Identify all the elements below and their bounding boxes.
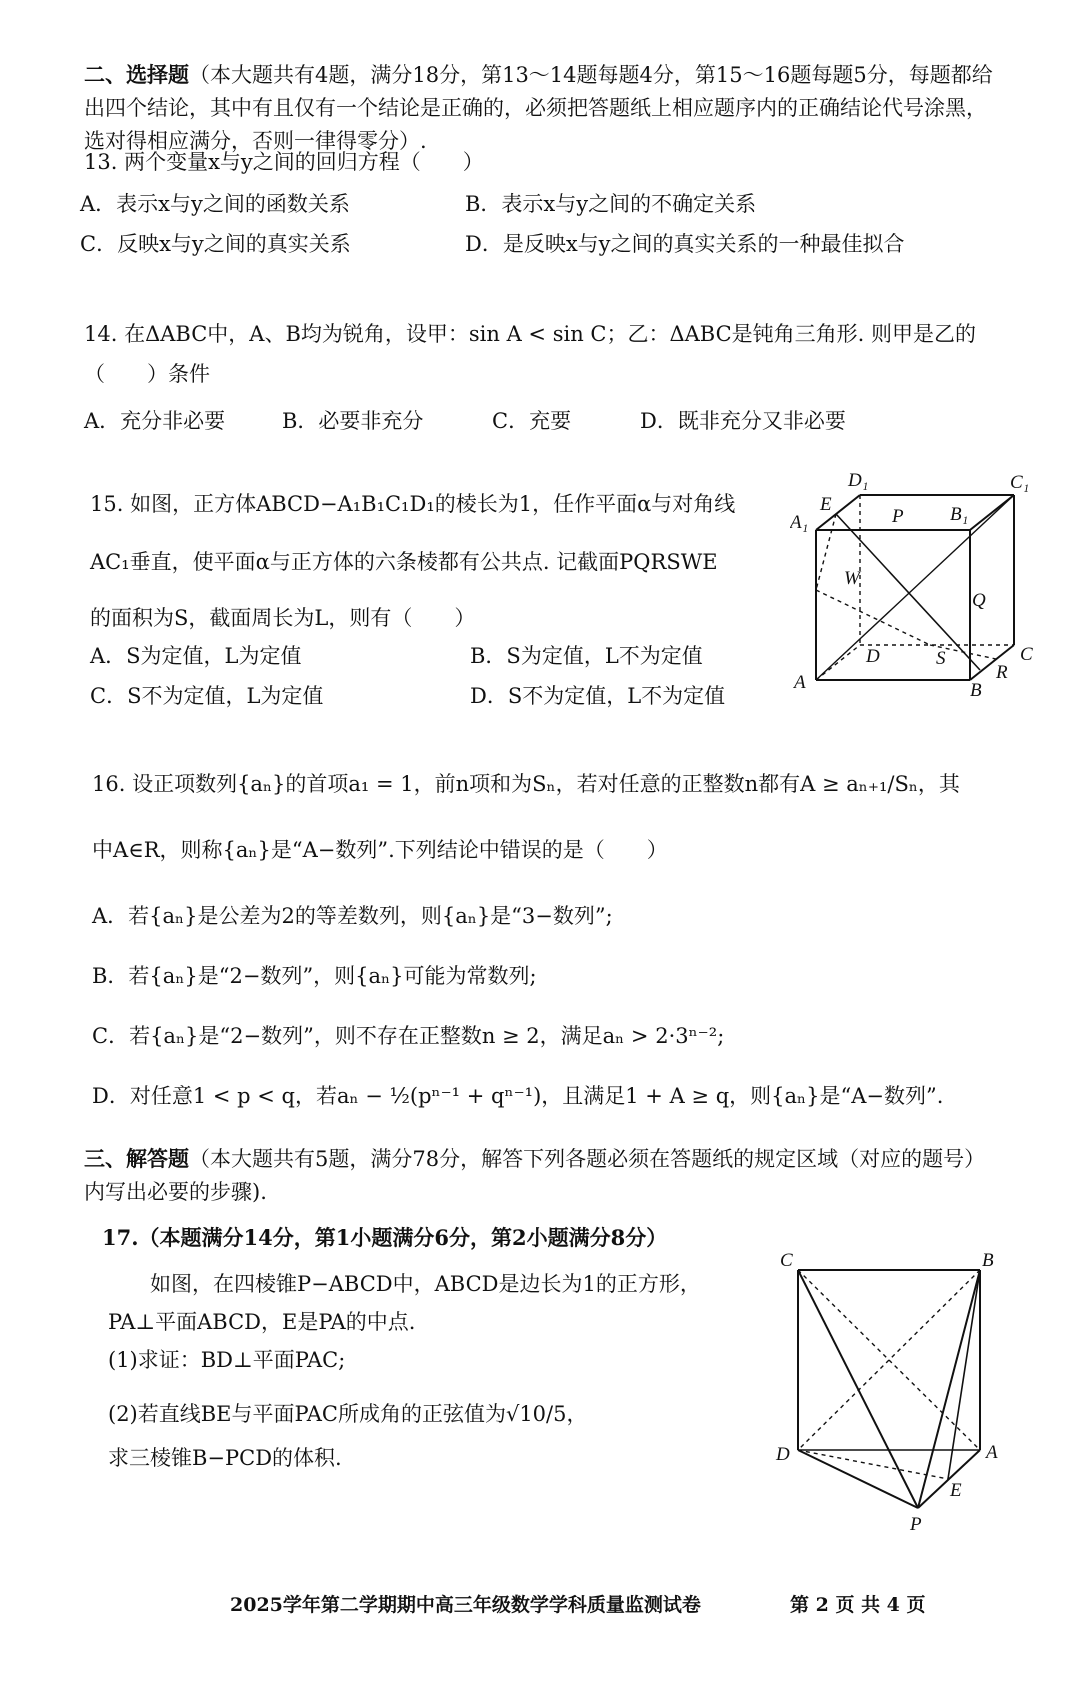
edge-ap [918, 1450, 980, 1508]
q16-option-a: A．若{aₙ}是公差为2的等差数列，则{aₙ}是“3−数列”; [92, 904, 613, 928]
q15-stem-line2: AC₁垂直，使平面α与正方体的六条棱都有公共点. 记截面PQRSWE [90, 550, 718, 574]
section-line-eq [836, 514, 980, 670]
label-a: A [986, 1442, 998, 1463]
q13-option-d: D．是反映x与y之间的真实关系的一种最佳拟合 [465, 232, 905, 256]
q14-option-d: D．既非充分又非必要 [640, 409, 846, 433]
q16-option-d: D．对任意1 < p < q，若aₙ − ½(pⁿ⁻¹ + qⁿ⁻¹)，且满足1 + A ≥ q，则{aₙ}是“A−数列”. [92, 1084, 944, 1108]
q15-option-a: A．S为定值，L为定值 [90, 644, 302, 668]
label-q: Q [972, 590, 986, 611]
q14-option-a: A．充分非必要 [84, 409, 226, 433]
section3-title: 三、解答题 [84, 1146, 189, 1171]
label-e: E [820, 494, 832, 515]
section3-desc: （本大题共有5题，满分78分，解答下列各题必须在答题纸的规定区域（对应的题号）内写出必要的步骤). [84, 1147, 986, 1204]
q16-option-b: B．若{aₙ}是“2−数列”，则{aₙ}可能为常数列; [92, 964, 537, 988]
label-c1: C₁ [1010, 472, 1030, 493]
q14-option-b: B．必要非充分 [282, 409, 424, 433]
q16-stem-line1: 16. 设正项数列{aₙ}的首项a₁ = 1，前n项和为Sₙ，若对任意的正整数n都有A ≥ aₙ₊₁/Sₙ，其 [92, 772, 960, 796]
q17-part2: (2)若直线BE与平面PAC所成角的正弦值为√10/5， [108, 1402, 588, 1426]
section2-title: 二、选择题 [84, 62, 189, 87]
label-b: B [970, 680, 982, 700]
q16-stem-line2: 中A∈R，则称{aₙ}是“A−数列”.下列结论中错误的是（ ） [92, 838, 668, 862]
q15-stem-line3: 的面积为S，截面周长为L，则有（ ） [90, 606, 476, 630]
q17-part1: (1)求证：BD⊥平面PAC; [108, 1348, 346, 1372]
label-b1: B₁ [950, 504, 969, 525]
label-c: C [1020, 644, 1033, 665]
q17-pyramid-figure [770, 1250, 1020, 1540]
q15-option-d: D．S不为定值，L不为定值 [470, 684, 726, 708]
edge-cp [798, 1270, 918, 1508]
q13-stem: 13. 两个变量x与y之间的回归方程（ ） [84, 150, 484, 174]
section3-heading [84, 1142, 994, 1209]
label-d1: D₁ [848, 470, 869, 491]
footer-title: 2025学年第二学期期中高三年级数学学科质量监测试卷 [230, 1594, 701, 1616]
page-number: 第 2 页 共 4 页 [790, 1594, 926, 1616]
q17-line1: 如图，在四棱锥P−ABCD中，ABCD是边长为1的正方形， [150, 1272, 701, 1296]
label-c: C [780, 1250, 793, 1271]
q13-option-c: C．反映x与y之间的真实关系 [80, 232, 351, 256]
hidden-edge-ad [816, 645, 860, 680]
q15-stem-line1: 15. 如图，正方体ABCD−A₁B₁C₁D₁的棱长为1，任作平面α与对角线 [90, 492, 736, 516]
label-s: S [936, 648, 946, 669]
hidden-section-ew [816, 514, 836, 590]
segment-de [798, 1450, 948, 1479]
label-p: P [892, 506, 904, 527]
label-p: P [910, 1514, 922, 1535]
label-w: W [844, 568, 860, 589]
label-b: B [982, 1250, 994, 1271]
q17-line2: PA⊥平面ABCD，E是PA的中点. [108, 1310, 416, 1334]
q13-option-b: B．表示x与y之间的不确定关系 [465, 192, 757, 216]
q17-part3: 求三棱锥B−PCD的体积. [108, 1446, 342, 1470]
q14-option-c: C．充要 [492, 409, 572, 433]
section2-desc: （本大题共有4题，满分18分，第13～14题每题4分，第15～16题每题5分，每题都给出四个结论，其中有且仅有一个结论是正确的，必须把答题纸上相应题序内的正确结论代号涂黑，选对得相应满分，否则一律得零分）. [84, 63, 993, 153]
label-a: A [794, 672, 806, 693]
label-r: R [996, 662, 1008, 683]
label-a1: A₁ [790, 512, 809, 533]
label-e: E [950, 1480, 962, 1501]
q15-cube-figure [790, 470, 1050, 700]
q13-option-a: A．表示x与y之间的函数关系 [80, 192, 350, 216]
q15-option-b: B．S为定值，L不为定值 [470, 644, 703, 668]
q15-option-c: C．S不为定值，L为定值 [90, 684, 324, 708]
label-d: D [776, 1444, 790, 1465]
edge-dp [798, 1450, 918, 1508]
q14-stem: 14. 在ΔABC中，A、B均为锐角，设甲：sin A < sin C；乙：ΔABC是钝角三角形. 则甲是乙的（ ）条件 [84, 322, 977, 386]
q16-option-c: C．若{aₙ}是“2−数列”，则不存在正整数n ≥ 2，满足aₙ > 2·3ⁿ⁻²; [92, 1024, 725, 1048]
label-d: D [866, 646, 880, 667]
section2-heading [84, 58, 1004, 158]
q17-header: 17.（本题满分14分，第1小题满分6分，第2小题满分8分） [102, 1225, 668, 1250]
